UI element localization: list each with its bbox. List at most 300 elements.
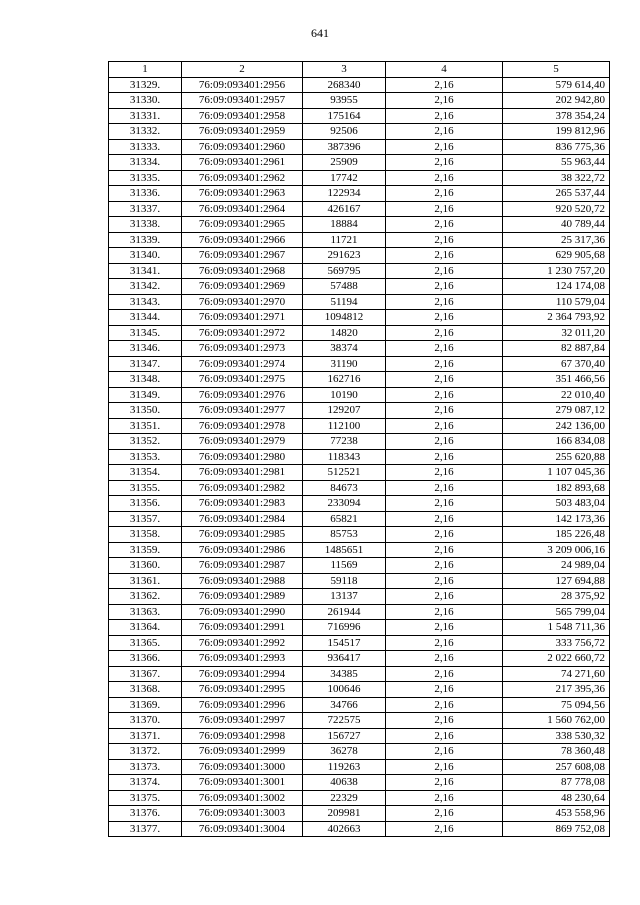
amount-value-cell: 25 317,36 bbox=[503, 232, 610, 248]
area-value-cell: 156727 bbox=[303, 728, 386, 744]
rate-value-cell: 2,16 bbox=[386, 527, 503, 543]
table-header bbox=[109, 62, 610, 78]
rate-value-cell: 2,16 bbox=[386, 310, 503, 326]
cadastral-number-cell: 76:09:093401:2975 bbox=[182, 372, 303, 388]
amount-value-cell: 503 483,04 bbox=[503, 496, 610, 512]
row-number-cell: 31353. bbox=[109, 449, 182, 465]
table-row bbox=[109, 325, 610, 341]
cadastral-number-cell: 76:09:093401:2957 bbox=[182, 93, 303, 109]
row-number-cell: 31354. bbox=[109, 465, 182, 481]
table-row bbox=[109, 310, 610, 326]
rate-value-cell: 2,16 bbox=[386, 263, 503, 279]
cadastral-number-cell: 76:09:093401:2971 bbox=[182, 310, 303, 326]
table-row bbox=[109, 511, 610, 527]
area-value-cell: 209981 bbox=[303, 806, 386, 822]
table-row bbox=[109, 620, 610, 636]
cadastral-number-cell: 76:09:093401:2968 bbox=[182, 263, 303, 279]
row-number-cell: 31345. bbox=[109, 325, 182, 341]
rate-value-cell: 2,16 bbox=[386, 418, 503, 434]
table-row bbox=[109, 217, 610, 233]
area-value-cell: 85753 bbox=[303, 527, 386, 543]
cadastral-number-cell: 76:09:093401:2958 bbox=[182, 108, 303, 124]
rate-value-cell: 2,16 bbox=[386, 744, 503, 760]
amount-value-cell: 199 812,96 bbox=[503, 124, 610, 140]
area-value-cell: 402663 bbox=[303, 821, 386, 837]
row-number-cell: 31361. bbox=[109, 573, 182, 589]
page-number: 641 bbox=[311, 26, 329, 40]
cadastral-number-cell: 76:09:093401:2979 bbox=[182, 434, 303, 450]
row-number-cell: 31364. bbox=[109, 620, 182, 636]
row-number-cell: 31365. bbox=[109, 635, 182, 651]
table-row bbox=[109, 635, 610, 651]
rate-value-cell: 2,16 bbox=[386, 124, 503, 140]
table-row bbox=[109, 279, 610, 295]
amount-value-cell: 1 560 762,00 bbox=[503, 713, 610, 729]
cadastral-number-cell: 76:09:093401:2980 bbox=[182, 449, 303, 465]
rate-value-cell: 2,16 bbox=[386, 232, 503, 248]
rate-value-cell: 2,16 bbox=[386, 713, 503, 729]
row-number-cell: 31360. bbox=[109, 558, 182, 574]
cadastral-number-cell: 76:09:093401:2992 bbox=[182, 635, 303, 651]
table-row bbox=[109, 341, 610, 357]
area-value-cell: 426167 bbox=[303, 201, 386, 217]
amount-value-cell: 78 360,48 bbox=[503, 744, 610, 760]
cadastral-number-cell: 76:09:093401:2960 bbox=[182, 139, 303, 155]
row-number-cell: 31373. bbox=[109, 759, 182, 775]
area-value-cell: 40638 bbox=[303, 775, 386, 791]
area-value-cell: 162716 bbox=[303, 372, 386, 388]
amount-value-cell: 67 370,40 bbox=[503, 356, 610, 372]
row-number-cell: 31376. bbox=[109, 806, 182, 822]
amount-value-cell: 338 530,32 bbox=[503, 728, 610, 744]
table-row bbox=[109, 790, 610, 806]
cadastral-number-cell: 76:09:093401:2983 bbox=[182, 496, 303, 512]
amount-value-cell: 920 520,72 bbox=[503, 201, 610, 217]
table-row bbox=[109, 744, 610, 760]
rate-value-cell: 2,16 bbox=[386, 356, 503, 372]
rate-value-cell: 2,16 bbox=[386, 573, 503, 589]
cadastral-number-cell: 76:09:093401:2997 bbox=[182, 713, 303, 729]
amount-value-cell: 75 094,56 bbox=[503, 697, 610, 713]
table-row bbox=[109, 155, 610, 171]
table-row bbox=[109, 93, 610, 109]
table-row bbox=[109, 108, 610, 124]
amount-value-cell: 74 271,60 bbox=[503, 666, 610, 682]
amount-value-cell: 255 620,88 bbox=[503, 449, 610, 465]
table-row bbox=[109, 682, 610, 698]
amount-value-cell: 351 466,56 bbox=[503, 372, 610, 388]
amount-value-cell: 142 173,36 bbox=[503, 511, 610, 527]
area-value-cell: 154517 bbox=[303, 635, 386, 651]
cadastral-number-cell: 76:09:093401:2961 bbox=[182, 155, 303, 171]
area-value-cell: 722575 bbox=[303, 713, 386, 729]
table-row bbox=[109, 124, 610, 140]
amount-value-cell: 2 364 793,92 bbox=[503, 310, 610, 326]
area-value-cell: 11721 bbox=[303, 232, 386, 248]
row-number-cell: 31336. bbox=[109, 186, 182, 202]
amount-value-cell: 48 230,64 bbox=[503, 790, 610, 806]
table-row bbox=[109, 201, 610, 217]
cadastral-number-cell: 76:09:093401:2998 bbox=[182, 728, 303, 744]
cadastral-number-cell: 76:09:093401:2988 bbox=[182, 573, 303, 589]
area-value-cell: 38374 bbox=[303, 341, 386, 357]
row-number-cell: 31337. bbox=[109, 201, 182, 217]
table-row bbox=[109, 573, 610, 589]
amount-value-cell: 333 756,72 bbox=[503, 635, 610, 651]
area-value-cell: 716996 bbox=[303, 620, 386, 636]
amount-value-cell: 2 022 660,72 bbox=[503, 651, 610, 667]
table-row bbox=[109, 387, 610, 403]
area-value-cell: 1094812 bbox=[303, 310, 386, 326]
amount-value-cell: 1 230 757,20 bbox=[503, 263, 610, 279]
table-row bbox=[109, 558, 610, 574]
column-header-4: 4 bbox=[386, 62, 503, 78]
row-number-cell: 31369. bbox=[109, 697, 182, 713]
rate-value-cell: 2,16 bbox=[386, 480, 503, 496]
area-value-cell: 57488 bbox=[303, 279, 386, 295]
table-row bbox=[109, 294, 610, 310]
rate-value-cell: 2,16 bbox=[386, 651, 503, 667]
amount-value-cell: 28 375,92 bbox=[503, 589, 610, 605]
amount-value-cell: 629 905,68 bbox=[503, 248, 610, 264]
amount-value-cell: 127 694,88 bbox=[503, 573, 610, 589]
area-value-cell: 92506 bbox=[303, 124, 386, 140]
table-row bbox=[109, 806, 610, 822]
table-row bbox=[109, 496, 610, 512]
cadastral-number-cell: 76:09:093401:2976 bbox=[182, 387, 303, 403]
row-number-cell: 31347. bbox=[109, 356, 182, 372]
row-number-cell: 31356. bbox=[109, 496, 182, 512]
amount-value-cell: 82 887,84 bbox=[503, 341, 610, 357]
row-number-cell: 31371. bbox=[109, 728, 182, 744]
row-number-cell: 31351. bbox=[109, 418, 182, 434]
amount-value-cell: 1 107 045,36 bbox=[503, 465, 610, 481]
row-number-cell: 31363. bbox=[109, 604, 182, 620]
row-number-cell: 31344. bbox=[109, 310, 182, 326]
amount-value-cell: 87 778,08 bbox=[503, 775, 610, 791]
amount-value-cell: 38 322,72 bbox=[503, 170, 610, 186]
cadastral-number-cell: 76:09:093401:3004 bbox=[182, 821, 303, 837]
area-value-cell: 77238 bbox=[303, 434, 386, 450]
table-row bbox=[109, 589, 610, 605]
cadastral-number-cell: 76:09:093401:2985 bbox=[182, 527, 303, 543]
rate-value-cell: 2,16 bbox=[386, 620, 503, 636]
area-value-cell: 34766 bbox=[303, 697, 386, 713]
rate-value-cell: 2,16 bbox=[386, 790, 503, 806]
cadastral-number-cell: 76:09:093401:2959 bbox=[182, 124, 303, 140]
row-number-cell: 31341. bbox=[109, 263, 182, 279]
rate-value-cell: 2,16 bbox=[386, 542, 503, 558]
rate-value-cell: 2,16 bbox=[386, 341, 503, 357]
row-number-cell: 31335. bbox=[109, 170, 182, 186]
rate-value-cell: 2,16 bbox=[386, 93, 503, 109]
table-row bbox=[109, 651, 610, 667]
area-value-cell: 25909 bbox=[303, 155, 386, 171]
row-number-cell: 31350. bbox=[109, 403, 182, 419]
row-number-cell: 31367. bbox=[109, 666, 182, 682]
row-number-cell: 31375. bbox=[109, 790, 182, 806]
area-value-cell: 34385 bbox=[303, 666, 386, 682]
rate-value-cell: 2,16 bbox=[386, 682, 503, 698]
area-value-cell: 51194 bbox=[303, 294, 386, 310]
row-number-cell: 31355. bbox=[109, 480, 182, 496]
cadastral-number-cell: 76:09:093401:2999 bbox=[182, 744, 303, 760]
row-number-cell: 31349. bbox=[109, 387, 182, 403]
amount-value-cell: 265 537,44 bbox=[503, 186, 610, 202]
cadastral-number-cell: 76:09:093401:2974 bbox=[182, 356, 303, 372]
column-header-3: 3 bbox=[303, 62, 386, 78]
area-value-cell: 261944 bbox=[303, 604, 386, 620]
cadastral-number-cell: 76:09:093401:2972 bbox=[182, 325, 303, 341]
row-number-cell: 31338. bbox=[109, 217, 182, 233]
rate-value-cell: 2,16 bbox=[386, 217, 503, 233]
table-body bbox=[109, 77, 610, 837]
area-value-cell: 569795 bbox=[303, 263, 386, 279]
row-number-cell: 31358. bbox=[109, 527, 182, 543]
area-value-cell: 936417 bbox=[303, 651, 386, 667]
cadastral-number-cell: 76:09:093401:2993 bbox=[182, 651, 303, 667]
rate-value-cell: 2,16 bbox=[386, 139, 503, 155]
area-value-cell: 129207 bbox=[303, 403, 386, 419]
cadastral-number-cell: 76:09:093401:2977 bbox=[182, 403, 303, 419]
area-value-cell: 13137 bbox=[303, 589, 386, 605]
area-value-cell: 17742 bbox=[303, 170, 386, 186]
table-row bbox=[109, 666, 610, 682]
amount-value-cell: 166 834,08 bbox=[503, 434, 610, 450]
row-number-cell: 31346. bbox=[109, 341, 182, 357]
row-number-cell: 31352. bbox=[109, 434, 182, 450]
rate-value-cell: 2,16 bbox=[386, 372, 503, 388]
rate-value-cell: 2,16 bbox=[386, 325, 503, 341]
row-number-cell: 31357. bbox=[109, 511, 182, 527]
amount-value-cell: 242 136,00 bbox=[503, 418, 610, 434]
column-header-2: 2 bbox=[182, 62, 303, 78]
row-number-cell: 31330. bbox=[109, 93, 182, 109]
area-value-cell: 387396 bbox=[303, 139, 386, 155]
amount-value-cell: 124 174,08 bbox=[503, 279, 610, 295]
rate-value-cell: 2,16 bbox=[386, 201, 503, 217]
rate-value-cell: 2,16 bbox=[386, 434, 503, 450]
cadastral-number-cell: 76:09:093401:2991 bbox=[182, 620, 303, 636]
rate-value-cell: 2,16 bbox=[386, 666, 503, 682]
rate-value-cell: 2,16 bbox=[386, 496, 503, 512]
table-row bbox=[109, 449, 610, 465]
rate-value-cell: 2,16 bbox=[386, 294, 503, 310]
row-number-cell: 31331. bbox=[109, 108, 182, 124]
rate-value-cell: 2,16 bbox=[386, 279, 503, 295]
area-value-cell: 59118 bbox=[303, 573, 386, 589]
row-number-cell: 31348. bbox=[109, 372, 182, 388]
row-number-cell: 31377. bbox=[109, 821, 182, 837]
area-value-cell: 31190 bbox=[303, 356, 386, 372]
area-value-cell: 112100 bbox=[303, 418, 386, 434]
cadastral-number-cell: 76:09:093401:3001 bbox=[182, 775, 303, 791]
amount-value-cell: 453 558,96 bbox=[503, 806, 610, 822]
table-row bbox=[109, 527, 610, 543]
row-number-cell: 31342. bbox=[109, 279, 182, 295]
cadastral-number-cell: 76:09:093401:2969 bbox=[182, 279, 303, 295]
rate-value-cell: 2,16 bbox=[386, 821, 503, 837]
cadastral-number-cell: 76:09:093401:2982 bbox=[182, 480, 303, 496]
cadastral-number-cell: 76:09:093401:2965 bbox=[182, 217, 303, 233]
rate-value-cell: 2,16 bbox=[386, 775, 503, 791]
table-row bbox=[109, 713, 610, 729]
amount-value-cell: 22 010,40 bbox=[503, 387, 610, 403]
table-row bbox=[109, 403, 610, 419]
rate-value-cell: 2,16 bbox=[386, 77, 503, 93]
rate-value-cell: 2,16 bbox=[386, 728, 503, 744]
table-row bbox=[109, 775, 610, 791]
amount-value-cell: 257 608,08 bbox=[503, 759, 610, 775]
amount-value-cell: 32 011,20 bbox=[503, 325, 610, 341]
area-value-cell: 175164 bbox=[303, 108, 386, 124]
amount-value-cell: 40 789,44 bbox=[503, 217, 610, 233]
rate-value-cell: 2,16 bbox=[386, 449, 503, 465]
cadastral-number-cell: 76:09:093401:3003 bbox=[182, 806, 303, 822]
area-value-cell: 268340 bbox=[303, 77, 386, 93]
table-row bbox=[109, 697, 610, 713]
row-number-cell: 31334. bbox=[109, 155, 182, 171]
area-value-cell: 93955 bbox=[303, 93, 386, 109]
area-value-cell: 100646 bbox=[303, 682, 386, 698]
area-value-cell: 291623 bbox=[303, 248, 386, 264]
table-row bbox=[109, 821, 610, 837]
row-number-cell: 31374. bbox=[109, 775, 182, 791]
area-value-cell: 36278 bbox=[303, 744, 386, 760]
table-row bbox=[109, 759, 610, 775]
rate-value-cell: 2,16 bbox=[386, 403, 503, 419]
amount-value-cell: 579 614,40 bbox=[503, 77, 610, 93]
rate-value-cell: 2,16 bbox=[386, 589, 503, 605]
cadastral-number-cell: 76:09:093401:2963 bbox=[182, 186, 303, 202]
amount-value-cell: 3 209 006,16 bbox=[503, 542, 610, 558]
table-row bbox=[109, 186, 610, 202]
area-value-cell: 14820 bbox=[303, 325, 386, 341]
row-number-cell: 31372. bbox=[109, 744, 182, 760]
table-row bbox=[109, 356, 610, 372]
amount-value-cell: 55 963,44 bbox=[503, 155, 610, 171]
rate-value-cell: 2,16 bbox=[386, 604, 503, 620]
amount-value-cell: 217 395,36 bbox=[503, 682, 610, 698]
area-value-cell: 233094 bbox=[303, 496, 386, 512]
rate-value-cell: 2,16 bbox=[386, 186, 503, 202]
row-number-cell: 31339. bbox=[109, 232, 182, 248]
table-row bbox=[109, 465, 610, 481]
rate-value-cell: 2,16 bbox=[386, 806, 503, 822]
area-value-cell: 119263 bbox=[303, 759, 386, 775]
row-number-cell: 31340. bbox=[109, 248, 182, 264]
table-row bbox=[109, 542, 610, 558]
cadastral-number-cell: 76:09:093401:2986 bbox=[182, 542, 303, 558]
row-number-cell: 31366. bbox=[109, 651, 182, 667]
table-row bbox=[109, 480, 610, 496]
rate-value-cell: 2,16 bbox=[386, 697, 503, 713]
row-number-cell: 31359. bbox=[109, 542, 182, 558]
column-header-5: 5 bbox=[503, 62, 610, 78]
row-number-cell: 31343. bbox=[109, 294, 182, 310]
table-row bbox=[109, 604, 610, 620]
column-header-1: 1 bbox=[109, 62, 182, 78]
rate-value-cell: 2,16 bbox=[386, 635, 503, 651]
rate-value-cell: 2,16 bbox=[386, 511, 503, 527]
amount-value-cell: 202 942,80 bbox=[503, 93, 610, 109]
cadastral-number-cell: 76:09:093401:2984 bbox=[182, 511, 303, 527]
rate-value-cell: 2,16 bbox=[386, 465, 503, 481]
row-number-cell: 31368. bbox=[109, 682, 182, 698]
cadastral-number-cell: 76:09:093401:2989 bbox=[182, 589, 303, 605]
area-value-cell: 1485651 bbox=[303, 542, 386, 558]
area-value-cell: 84673 bbox=[303, 480, 386, 496]
table-row bbox=[109, 418, 610, 434]
cadastral-number-cell: 76:09:093401:2978 bbox=[182, 418, 303, 434]
amount-value-cell: 24 989,04 bbox=[503, 558, 610, 574]
row-number-cell: 31329. bbox=[109, 77, 182, 93]
area-value-cell: 118343 bbox=[303, 449, 386, 465]
table-row bbox=[109, 434, 610, 450]
amount-value-cell: 279 087,12 bbox=[503, 403, 610, 419]
amount-value-cell: 869 752,08 bbox=[503, 821, 610, 837]
cadastral-number-cell: 76:09:093401:2970 bbox=[182, 294, 303, 310]
rate-value-cell: 2,16 bbox=[386, 558, 503, 574]
amount-value-cell: 836 775,36 bbox=[503, 139, 610, 155]
cadastral-number-cell: 76:09:093401:2994 bbox=[182, 666, 303, 682]
area-value-cell: 22329 bbox=[303, 790, 386, 806]
rate-value-cell: 2,16 bbox=[386, 387, 503, 403]
area-value-cell: 65821 bbox=[303, 511, 386, 527]
rate-value-cell: 2,16 bbox=[386, 759, 503, 775]
amount-value-cell: 185 226,48 bbox=[503, 527, 610, 543]
area-value-cell: 18884 bbox=[303, 217, 386, 233]
cadastral-number-cell: 76:09:093401:2966 bbox=[182, 232, 303, 248]
rate-value-cell: 2,16 bbox=[386, 248, 503, 264]
table-row bbox=[109, 728, 610, 744]
table-row bbox=[109, 248, 610, 264]
table-row bbox=[109, 232, 610, 248]
area-value-cell: 11569 bbox=[303, 558, 386, 574]
cadastral-number-cell: 76:09:093401:3000 bbox=[182, 759, 303, 775]
header-row bbox=[109, 62, 610, 78]
area-value-cell: 10190 bbox=[303, 387, 386, 403]
cadastral-number-cell: 76:09:093401:2962 bbox=[182, 170, 303, 186]
table-row bbox=[109, 263, 610, 279]
cadastral-number-cell: 76:09:093401:2956 bbox=[182, 77, 303, 93]
cadastral-number-cell: 76:09:093401:2996 bbox=[182, 697, 303, 713]
data-table bbox=[108, 61, 610, 837]
amount-value-cell: 565 799,04 bbox=[503, 604, 610, 620]
table-row bbox=[109, 139, 610, 155]
cadastral-number-cell: 76:09:093401:2987 bbox=[182, 558, 303, 574]
cadastral-number-cell: 76:09:093401:3002 bbox=[182, 790, 303, 806]
rate-value-cell: 2,16 bbox=[386, 170, 503, 186]
cadastral-number-cell: 76:09:093401:2981 bbox=[182, 465, 303, 481]
table-row bbox=[109, 170, 610, 186]
amount-value-cell: 378 354,24 bbox=[503, 108, 610, 124]
rate-value-cell: 2,16 bbox=[386, 155, 503, 171]
row-number-cell: 31362. bbox=[109, 589, 182, 605]
row-number-cell: 31332. bbox=[109, 124, 182, 140]
row-number-cell: 31370. bbox=[109, 713, 182, 729]
cadastral-number-cell: 76:09:093401:2973 bbox=[182, 341, 303, 357]
row-number-cell: 31333. bbox=[109, 139, 182, 155]
area-value-cell: 122934 bbox=[303, 186, 386, 202]
area-value-cell: 512521 bbox=[303, 465, 386, 481]
amount-value-cell: 110 579,04 bbox=[503, 294, 610, 310]
table-row bbox=[109, 372, 610, 388]
cadastral-number-cell: 76:09:093401:2990 bbox=[182, 604, 303, 620]
cadastral-number-cell: 76:09:093401:2964 bbox=[182, 201, 303, 217]
table-row bbox=[109, 77, 610, 93]
rate-value-cell: 2,16 bbox=[386, 108, 503, 124]
